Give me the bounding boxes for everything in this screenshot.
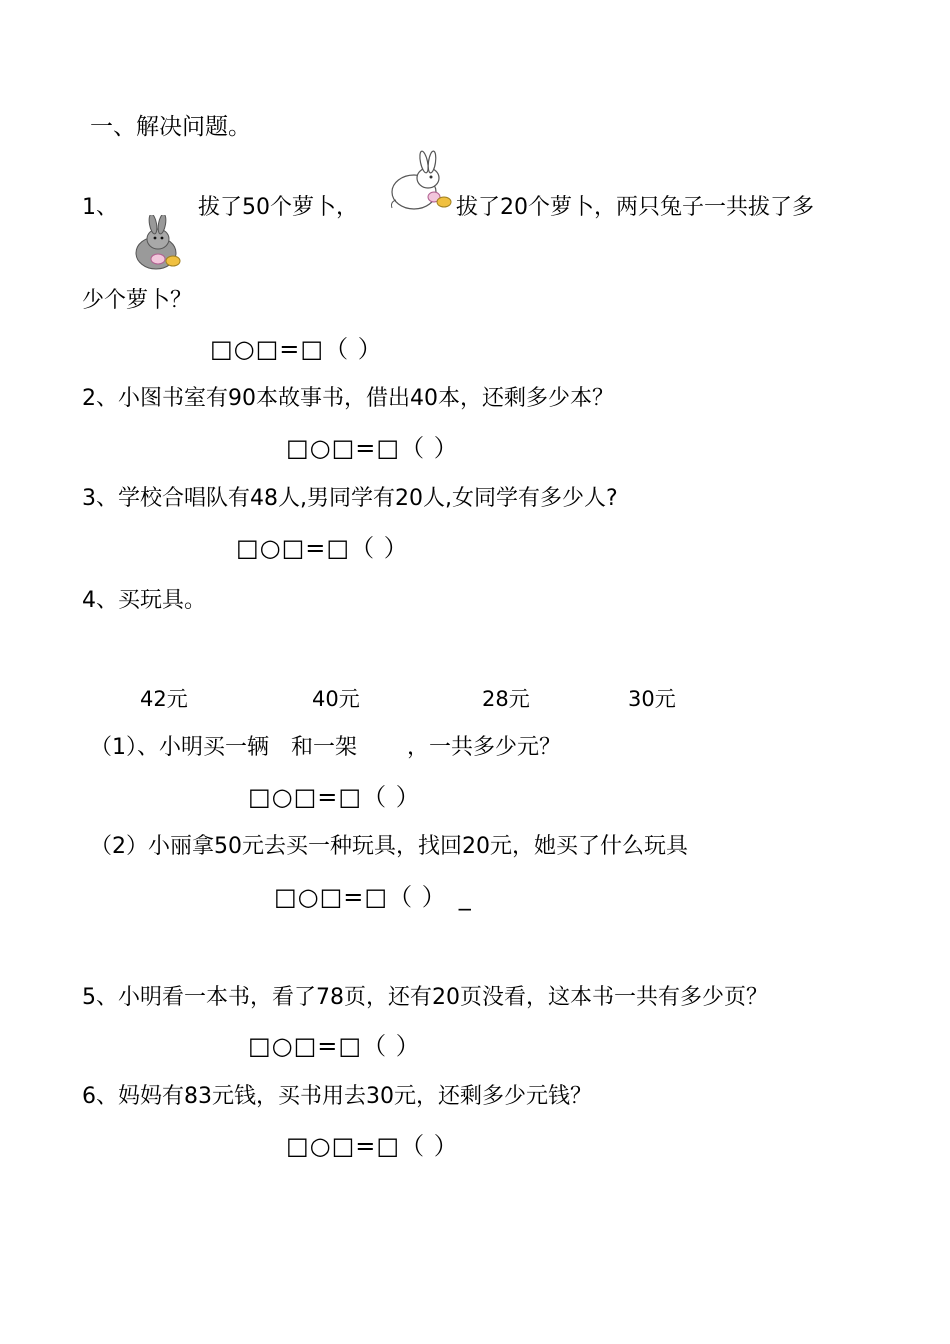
q4-sub1-text [90,733,561,763]
white-rabbit-icon [384,150,454,216]
q1-text-b: 拔了20个萝卜，两只兔子一共拔了多 [456,195,814,220]
q1-text-a: 拔了50个萝卜， [198,195,358,220]
q1-number: 1、 [82,195,118,220]
q2-text: 2、小图书室有90本故事书，借出40本，还剩多少本？ [82,386,614,411]
q4-sub2-answer-formula [274,882,472,912]
q4-text: 4、买玩具。 [82,588,206,613]
q5-text: 5、小明看一本书，看了78页，还有20页没看，这本书一共有多少页？ [82,985,768,1010]
q3-answer-formula: □○□=□（ ） [236,534,409,562]
q4-sub2-formula-text: □○□=□（ ） [274,883,447,911]
price-label: 30元 [628,687,676,711]
q2-answer-formula: □○□=□（ ） [286,434,459,462]
section-heading: 一、解决问题。 [90,114,251,140]
q1-answer-formula: □○□=□（ ） [210,335,383,363]
q4-sub1-part-b: 和一架 [291,735,358,760]
q4-sub1-part-a: （1）、小明买一辆 [90,735,269,760]
q6-text: 6、妈妈有83元钱，买书用去30元，还剩多少元钱？ [82,1084,592,1109]
price-label: 28元 [482,687,530,711]
price-label: 40元 [312,687,360,711]
q3-text: 3、学校合唱队有48人,男同学有20人,女同学有多少人? [82,486,618,511]
q4-sub1-part-c: ，一共多少元？ [407,735,562,760]
price-label: 42元 [140,687,188,711]
gray-rabbit-icon [126,215,190,273]
q6-answer-formula: □○□=□（ ） [286,1132,459,1160]
q4-sub2-blank: _ [458,883,472,911]
q4-sub2-text: （2）小丽拿50元去买一种玩具，找回20元，她买了什么玩具 [90,834,688,859]
q4-sub1-answer-formula: □○□=□（ ） [248,783,421,811]
q1-text-line2: 少个萝卜？ [82,288,193,313]
q5-answer-formula: □○□=□（ ） [248,1032,421,1060]
